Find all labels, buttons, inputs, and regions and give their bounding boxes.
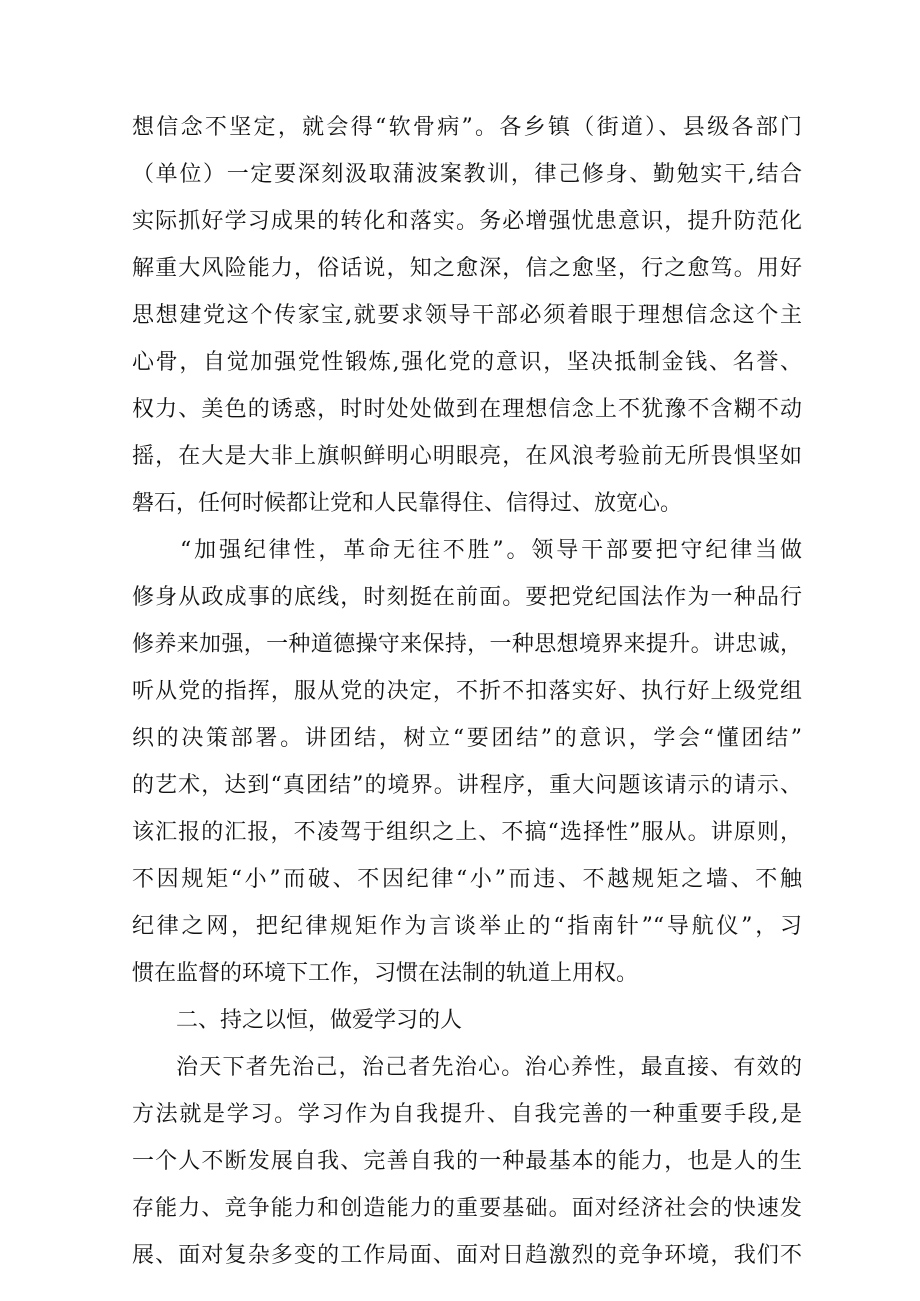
text-line: 治天下者先治己，治己者先治心。治心养性，最直接、有效的: [176, 1055, 802, 1080]
text-line: 该汇报的汇报，不凌驾于组织之上、不搞“选择性”服从。讲原则，: [132, 820, 802, 845]
text-line: 不因规矩“小”而破、不因纪律“小”而违、不越规矩之墙、不触: [132, 867, 802, 892]
document-body: [132, 104, 802, 1279]
text-line: 思想建党这个传家宝,就要求领导干部必须着眼于理想信念这个主: [132, 303, 802, 328]
text-line: 实际抓好学习成果的转化和落实。务必增强忧患意识，提升防范化: [132, 209, 802, 234]
section-heading: 二、持之以恒，做爱学习的人: [176, 1008, 463, 1033]
paragraph-ideals: [132, 104, 802, 527]
text-line: （单位）一定要深刻汲取蒲波案教训，律己修身、勤勉实干,结合: [132, 162, 802, 187]
text-line: 修身从政成事的底线，时刻挺在前面。要把党纪国法作为一种品行: [132, 585, 802, 610]
text-line: 修养来加强，一种道德操守来保持，一种思想境界来提升。讲忠诚，: [132, 632, 802, 657]
paragraph-discipline: [132, 527, 802, 997]
text-line: 心骨，自觉加强党性锻炼,强化党的意识，坚决抵制金钱、名誉、: [132, 350, 802, 375]
text-line: 织的决策部署。讲团结，树立“要团结”的意识，学会“懂团结”: [132, 726, 802, 751]
text-line: 一个人不断发展自我、完善自我的一种最基本的能力，也是人的生: [132, 1149, 802, 1174]
text-line: 纪律之网，把纪律规矩作为言谈举止的“指南针”“导航仪”，习: [132, 914, 802, 939]
text-line: 解重大风险能力，俗话说，知之愈深，信之愈坚，行之愈笃。用好: [132, 256, 802, 281]
text-line: 摇，在大是大非上旗帜鲜明心明眼亮，在风浪考验前无所畏惧坚如: [132, 444, 802, 469]
paragraph-learning: [132, 1044, 802, 1279]
text-line: 磐石，任何时候都让党和人民靠得住、信得过、放宽心。: [132, 491, 683, 516]
text-line: “加强纪律性，革命无往不胜”。领导干部要把守纪律当做: [180, 538, 802, 563]
text-line: 权力、美色的诱惑，时时处处做到在理想信念上不犹豫不含糊不动: [132, 397, 802, 422]
text-line: 存能力、竞争能力和创造能力的重要基础。面对经济社会的快速发: [132, 1196, 802, 1221]
text-line: 展、面对复杂多变的工作局面、面对日趋激烈的竞争环境，我们不: [132, 1243, 802, 1268]
text-line: 方法就是学习。学习作为自我提升、自我完善的一种重要手段,是: [132, 1102, 802, 1127]
text-line: 的艺术，达到“真团结”的境界。讲程序，重大问题该请示的请示、: [132, 773, 802, 798]
text-line: 惯在监督的环境下工作，习惯在法制的轨道上用权。: [132, 961, 639, 986]
text-line: 想信念不坚定，就会得“软骨病”。各乡镇（街道）、县级各部门: [132, 115, 802, 140]
text-line: 听从党的指挥，服从党的决定，不折不扣落实好、执行好上级党组: [132, 679, 802, 704]
